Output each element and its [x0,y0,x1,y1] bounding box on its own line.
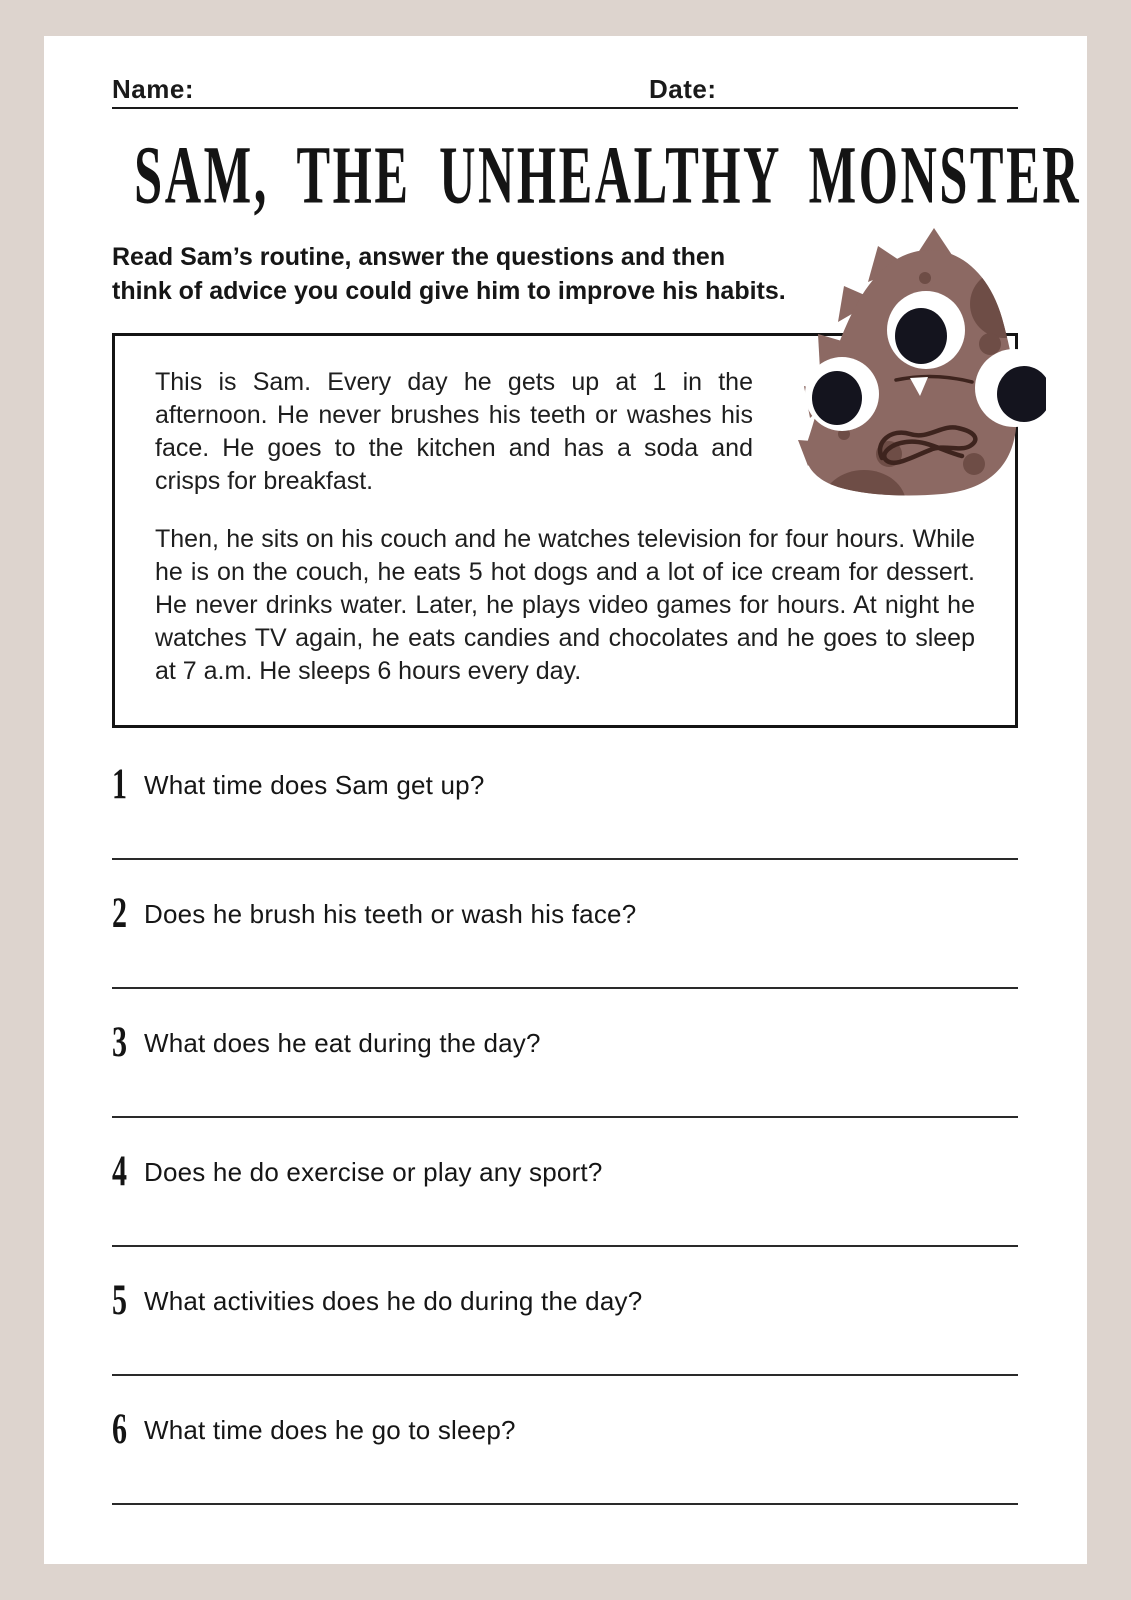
worksheet-page [44,36,1087,1564]
question-2-number: 2 [112,889,127,938]
question-5-text: What activities does he do during the day? [144,1285,643,1316]
name-label: Name: [112,74,194,104]
monster-pupil-left [812,371,862,425]
answer-line-1 [112,858,1018,860]
question-4-text: Does he do exercise or play any sport? [144,1156,603,1187]
answer-line-5 [112,1374,1018,1376]
question-6-number: 6 [112,1405,127,1454]
answer-line-6 [112,1503,1018,1505]
monster-pupil-center [895,308,947,364]
question-block-1 [112,762,1018,891]
question-block-4 [112,1149,1018,1278]
title-wrap [44,128,1087,221]
question-block-6 [112,1407,1018,1536]
question-6-text: What time does he go to sleep? [144,1414,516,1445]
question-1-number: 1 [112,760,127,809]
question-block-3 [112,1020,1018,1149]
name-date-write-line [112,107,1018,109]
passage-paragraph-1: This is Sam. Every day he gets up at 1 in the afternoon. He never brushes his teeth or washes his face. He goes to the kitchen and has a soda and crisps for breakfast. [155,368,753,495]
question-2-text: Does he brush his teeth or wash his face? [144,898,637,929]
answer-line-4 [112,1245,1018,1247]
questions-section [112,762,1018,1536]
question-3-text: What does he eat during the day? [144,1027,541,1058]
question-4-number: 4 [112,1147,127,1196]
instructions-line1: Read Sam’s routine, answer the questions and then [112,243,726,271]
page-title: SAM, THE UNHEALTHY MONSTER [134,129,1082,221]
monster-illustration [794,226,1046,520]
header-row [112,74,1018,105]
question-block-5 [112,1278,1018,1407]
question-1-text: What time does Sam get up? [144,769,485,800]
question-3-number: 3 [112,1018,127,1067]
date-label: Date: [649,74,717,104]
passage-paragraph-2: Then, he sits on his couch and he watches television for four hours. While he is on the couch, he eats 5 hot dogs and a lot of ice cream for dessert. He never drinks water. Later, he plays video games for hours. At night he watches TV again, he eats candies and chocolates and he goes to sleep at 7 a.m. He sleeps 6 hours every day. [155,525,975,685]
instructions-line2: think of advice you could give him to improve his habits. [112,277,786,305]
question-block-2 [112,891,1018,1020]
answer-line-3 [112,1116,1018,1118]
answer-line-2 [112,987,1018,989]
question-5-number: 5 [112,1276,127,1325]
